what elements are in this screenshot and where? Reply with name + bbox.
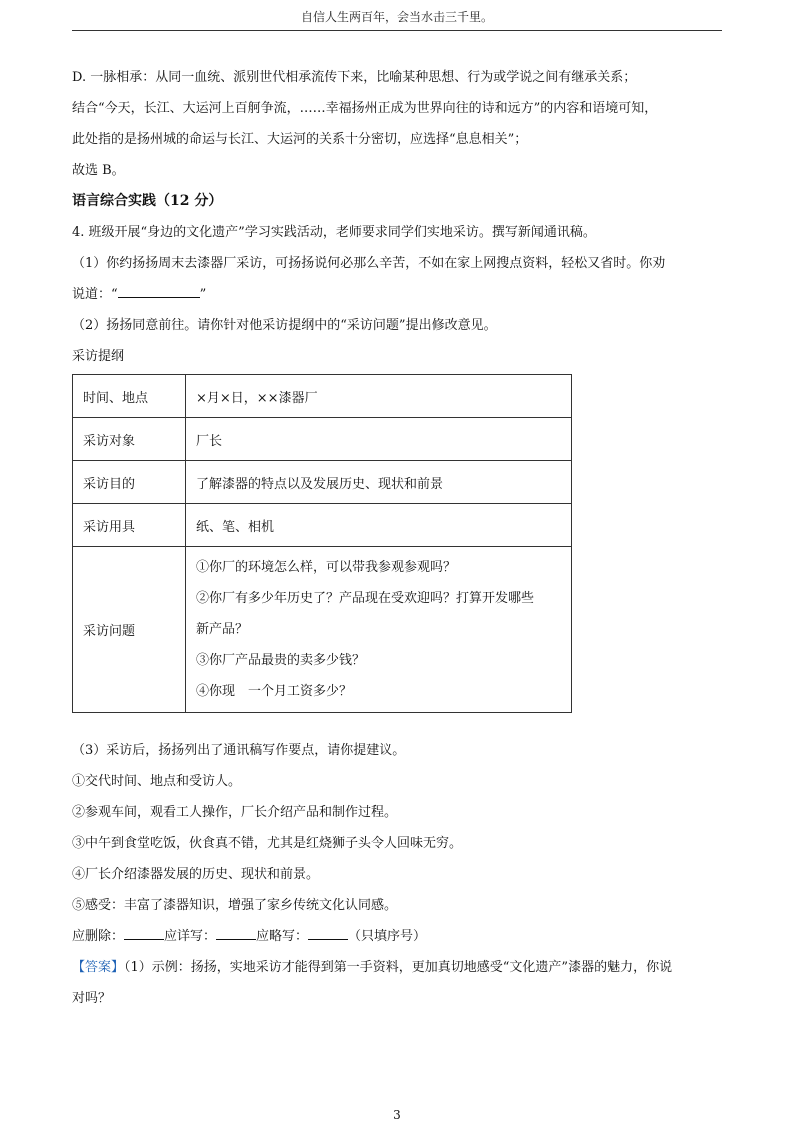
page-number: 3	[393, 1108, 401, 1122]
question-part1-line1: （1）你约扬扬周末去漆器厂采访，可扬扬说何必那么辛苦，不如在家上网搜点资料，轻松又省时。你劝	[72, 256, 666, 271]
fill-detail-label: 应详写：	[164, 929, 217, 944]
intro-line: 故选 B。	[72, 163, 125, 178]
question-part2: （2）扬扬同意前往。请你针对他采访提纲中的“采访问题”提出修改意见。	[72, 318, 497, 333]
fill-in-line	[72, 921, 722, 952]
writing-point: ③中午到食堂吃饭，伙食真不错，尤其是红烧狮子头令人回味无穷。	[72, 836, 463, 851]
question-stem: 4. 班级开展“身边的文化遗产”学习实践活动，老师要求同学们实地采访。撰写新闻通讯稿。	[72, 225, 596, 240]
answer-tag: 【答案】	[72, 960, 125, 975]
row-label: 采访问题	[73, 547, 186, 713]
question-item: ④你现 一个月工资多少？	[196, 684, 353, 699]
question-item: ①你厂的环境怎么样，可以带我参观参观吗？	[196, 560, 457, 575]
row-value: 厂长	[186, 418, 572, 461]
writing-point: ④厂长介绍漆器发展的历史、现状和前景。	[72, 867, 320, 882]
table-row	[73, 461, 572, 504]
table-row	[73, 504, 572, 547]
fill-delete-label: 应删除：	[72, 929, 125, 944]
part1-suffix: ”	[199, 287, 207, 302]
section-title: 语言综合实践（12 分）	[72, 193, 223, 209]
row-value: 纸、笔、相机	[186, 504, 572, 547]
writing-point: ①交代时间、地点和受访人。	[72, 774, 242, 789]
questions-cell	[186, 547, 572, 713]
question-part1-line2	[72, 279, 722, 310]
interview-outline-table	[72, 374, 572, 713]
row-label: 采访用具	[73, 504, 186, 547]
table-row-questions	[73, 547, 572, 713]
answer-blank[interactable]	[118, 283, 200, 298]
outline-title: 采访提纲	[72, 349, 125, 364]
row-value: ×月×日，××漆器厂	[186, 375, 572, 418]
row-label: 时间、地点	[73, 375, 186, 418]
fill-brief-label: 应略写：	[256, 929, 309, 944]
row-label: 采访目的	[73, 461, 186, 504]
intro-line: D. 一脉相承：从同一血统、派别世代相承流传下来，比喻某种思想、行为或学说之间有继承关系；	[72, 70, 637, 85]
header-divider	[72, 30, 722, 31]
table-row	[73, 375, 572, 418]
question-item: ③你厂产品最贵的卖多少钱？	[196, 653, 366, 668]
table-row	[73, 418, 572, 461]
writing-point: ②参观车间，观看工人操作，厂长介绍产品和制作过程。	[72, 805, 398, 820]
answer-line1	[72, 952, 722, 983]
writing-point: ⑤感受：丰富了漆器知识，增强了家乡传统文化认同感。	[72, 898, 398, 913]
intro-line: 此处指的是扬州城的命运与长江、大运河的关系十分密切，应选择“息息相关”；	[72, 132, 528, 147]
fill-note: （只填序号）	[348, 929, 427, 944]
page-content	[72, 62, 722, 1014]
part3-intro: （3）采访后，扬扬列出了通讯稿写作要点，请你提建议。	[72, 743, 406, 758]
delete-blank[interactable]	[124, 925, 164, 940]
question-item: ②你厂有多少年历史了？产品现在受欢迎吗？打算开发哪些	[196, 591, 535, 606]
intro-line: 结合“今天，长江、大运河上百舸争流，……幸福扬州正成为世界向往的诗和远方”的内容和语境可知，	[72, 101, 658, 116]
question-item: 新产品？	[196, 622, 249, 637]
detail-blank[interactable]	[216, 925, 256, 940]
brief-blank[interactable]	[308, 925, 348, 940]
answer-text: （1）示例：扬扬，实地采访才能得到第一手资料，更加真切地感受“文化遗产”漆器的魅力，你说	[124, 960, 673, 975]
row-label: 采访对象	[73, 418, 186, 461]
page-header-motto: 自信人生两百年，会当水击三千里。	[300, 10, 493, 24]
row-value: 了解漆器的特点以及发展历史、现状和前景	[186, 461, 572, 504]
part1-prefix: 说道：“	[72, 287, 118, 302]
answer-line2: 对吗？	[72, 991, 112, 1006]
